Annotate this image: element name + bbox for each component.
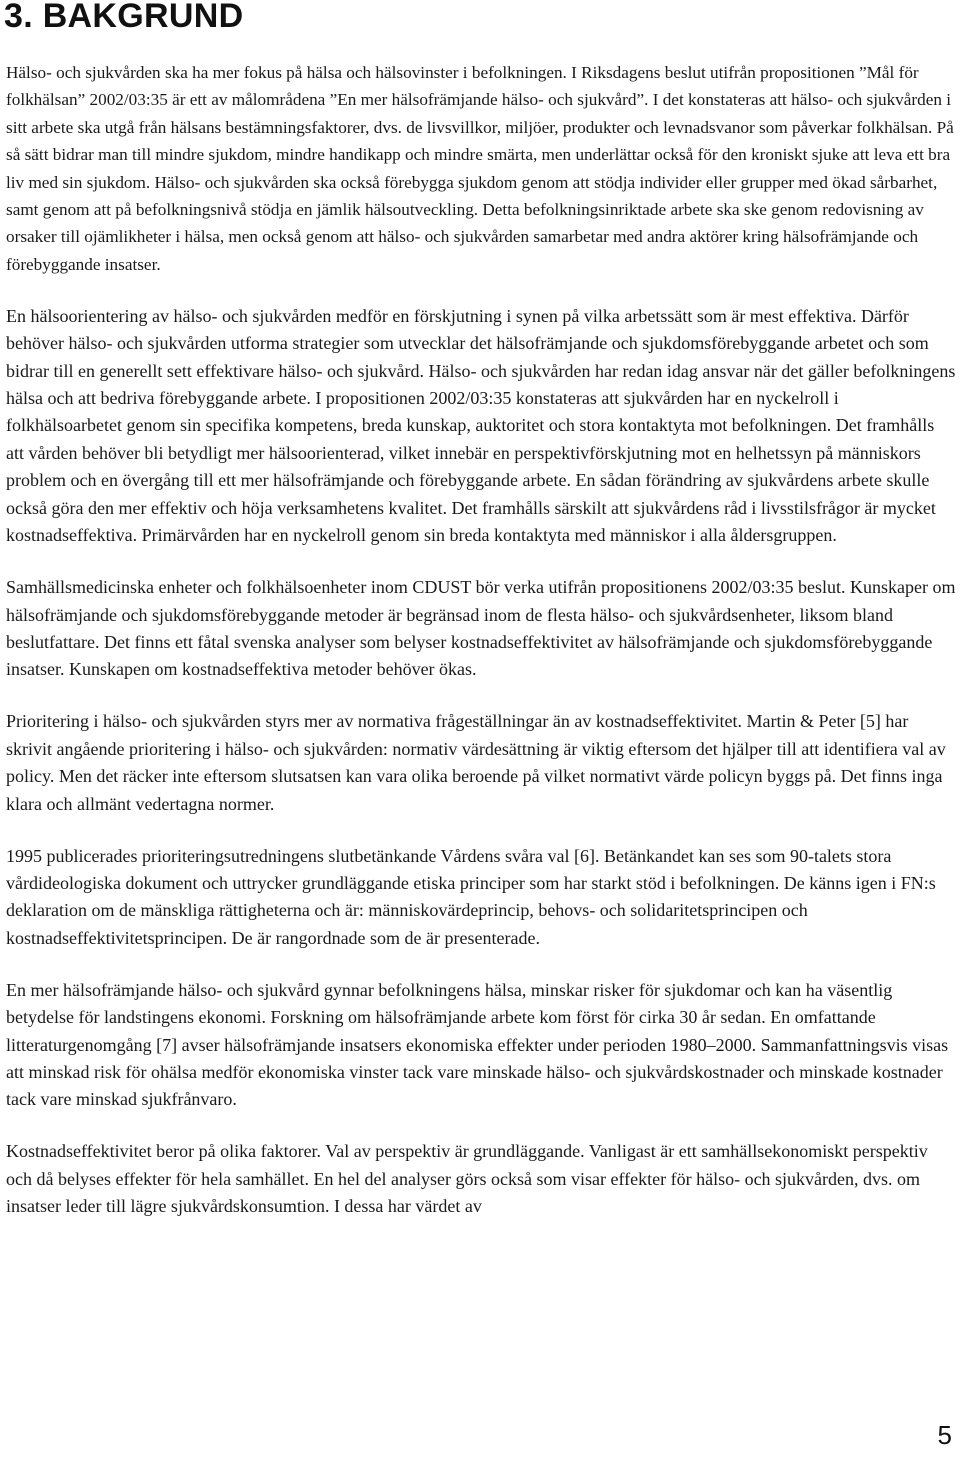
paragraph-1: Hälso- och sjukvården ska ha mer fokus på hälsa och hälsovinster i befolkningen. I Riksdagens beslut utifrån propositionen ”Mål för folkhälsan” 2002/03:35 är ett av målområdena ”En mer hälsofrämjande hälso- och sjukvård”. I det konstateras att hälso- och sjukvården i sitt arbete ska utgå från hälsans bestämningsfaktorer, dvs. de livsvillkor, miljöer, produkter och levnadsvanor som påverkar folkhälsan. På så sätt bidrar man till mindre sjukdom, mindre handikapp och mindre smärta, men underlättar också för den kroniskt sjuke att leva ett bra liv med sin sjukdom. Hälso- och sjukvården ska också förebygga sjukdom genom att stödja individer eller grupper med ökad sårbarhet, samt genom att på befolkningsnivå stödja en jämlik hälsoutveckling. Detta befolkningsinriktade arbete ska ske genom redovisning av orsaker till ojämlikheter i hälsa, men också genom att hälso- och sjukvården samarbetar med andra aktörer kring hälsofrämjande och förebyggande insatser. [6,63,954,274]
page-number: 5 [937,1420,952,1450]
paragraph-2: En hälsoorientering av hälso- och sjukvården medför en förskjutning i synen på vilka arbetssätt som är mest effektiva. Därför behöver hälso- och sjukvården utforma strategier som utvecklar det hälsofrämjande och sjukdomsförebyggande arbetet och som bidrar till en generellt sett effektivare hälso- och sjukvård. Hälso- och sjukvården har redan idag ansvar när det gäller befolkningens hälsa och att bedriva förebyggande arbete. I propositionen 2002/03:35 konstateras att sjukvården har en nyckelroll i folkhälsoarbetet genom sin specifika kompetens, breda kunskap, auktoritet och stora kontaktyta mot befolkningen. Det framhålls att vården behöver bli betydligt mer hälsoorienterad, vilket innebär en perspektivförskjutning mot en helhetssyn på människors problem och en övergång till ett mer hälsofrämjande och förebyggande arbete. En sådan förändring av sjukvårdens arbete skulle också göra den mer effektiv och höja verksamhetens kvalitet. Det framhålls särskilt att sjukvårdens råd i livsstilsfrågor är mycket kostnadseffektiva. Primärvården har en nyckelroll genom sin breda kontaktyta med människor i alla åldersgruppen. [6,305,956,546]
paragraph-3: Samhällsmedicinska enheter och folkhälsoenheter inom CDUST bör verka utifrån propositionens 2002/03:35 beslut. Kunskaper om hälsofrämjande och sjukdomsförebyggande metoder är begränsad inom de flesta hälso- och sjukvårdsenheter, liksom bland beslutfattare. Det finns ett fåtal svenska analyser som belyser kostnadseffektivitet av hälsofrämjande och sjukdomsförebyggande insatser. Kunskapen om kostnadseffektiva metoder behöver ökas. [6,577,956,680]
paragraph-4: Prioritering i hälso- och sjukvården styrs mer av normativa frågeställningar än av kostnadseffektivitet. Martin & Peter [5] har skrivit angående prioritering i hälso- och sjukvården: normativ värdesättning är viktig eftersom det hjälper till att identifiera val av policy. Men det räcker inte eftersom slutsatsen kan vara olika beroende på vilket normativt värde policyn byggs på. Det finns inga klara och allmänt vedertagna normer. [6,711,946,814]
paragraph-5: 1995 publicerades prioriteringsutredningens slutbetänkande Vårdens svåra val [6]. Betänkandet kan ses som 90-talets stora vårdideologiska dokument och uttrycker grundläggande etiska principer som har starkt stöd i befolkningen. De känns igen i FN:s deklaration om de mänskliga rättigheterna och är: människovärdeprincip, behovs- och solidaritetsprincipen och kostnadseffektivitetsprincipen. De är rangordnade som de är presenterade. [6,845,936,948]
paragraph-7: Kostnadseffektivitet beror på olika faktorer. Val av perspektiv är grundläggande. Vanligast är ett samhällsekonomiskt perspektiv och då belyses effekter för hela samhället. En hel del analyser görs också som visar effekter för hälso- och sjukvården, dvs. om insatser leder till lägre sjukvårdskonsumtion. I dessa har värdet av [6,1141,928,1217]
body-text [6,59,956,1221]
section-heading: 3. BAKGRUND [4,0,244,35]
paragraph-6: En mer hälsofrämjande hälso- och sjukvård gynnar befolkningens hälsa, minskar risker för sjukdomar och kan ha väsentlig betydelse för landstingens ekonomi. Forskning om hälsofrämjande arbete kom först för cirka 30 år sedan. En omfattande litteraturgenomgång [7] avser hälsofrämjande insatsers ekonomiska effekter under perioden 1980–2000. Sammanfattningsvis visas att minskad risk för ohälsa medför ekonomiska vinster tack vare minskade hälso- och sjukvårdskostnader och minskade kostnader tack vare minskad sjukfrånvaro. [6,979,949,1110]
